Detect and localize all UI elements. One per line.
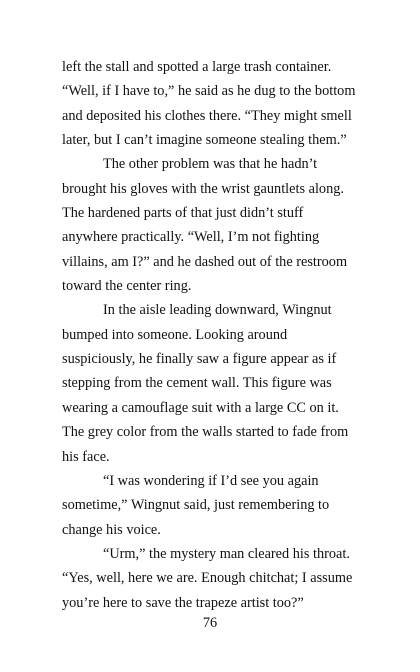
text-line: change his voice. — [62, 521, 161, 538]
text-line: left the stall and spotted a large trash container. — [62, 59, 332, 75]
text-line: In the aisle leading downward, Wingnut — [103, 302, 332, 319]
text-line: stepping from the cement wall. This figure was — [62, 375, 332, 392]
text-line: toward the center ring. — [62, 278, 192, 295]
text-line: villains, am I?” and he dashed out of the restroom — [62, 253, 348, 270]
text-line: The grey color from the walls started to fade from — [62, 424, 349, 441]
text-line: later, but I can’t imagine someone stealing them.” — [62, 132, 347, 149]
text-line: “Well, if I have to,” he said as he dug to the bottom — [62, 83, 356, 100]
text-line: you’re here to save the trapeze artist too?” — [62, 594, 304, 611]
text-line: bumped into someone. Looking around — [62, 326, 288, 343]
text-line: suspiciously, he finally saw a figure appear as if — [62, 351, 337, 368]
text-line: “Urm,” the mystery man cleared his throat. — [103, 545, 350, 562]
text-line: sometime,” Wingnut said, just remembering to — [62, 497, 330, 514]
text-line: and deposited his clothes there. “They might smell — [62, 107, 352, 124]
text-line: The other problem was that he hadn’t — [103, 156, 318, 173]
text-line: anywhere practically. “Well, I’m not fighting — [62, 229, 320, 246]
text-line: The hardened parts of that just didn’t stuff — [62, 205, 304, 222]
text-line: his face. — [62, 448, 110, 465]
text-line: “I was wondering if I’d see you again — [103, 472, 319, 489]
text-line: wearing a camouflage suit with a large CC on it. — [62, 399, 339, 416]
text-line: brought his gloves with the wrist gauntlets along. — [62, 180, 344, 197]
page-number: 76 — [202, 615, 218, 631]
body-text — [62, 55, 362, 615]
text-line: “Yes, well, here we are. Enough chitchat; I assume — [62, 570, 353, 587]
